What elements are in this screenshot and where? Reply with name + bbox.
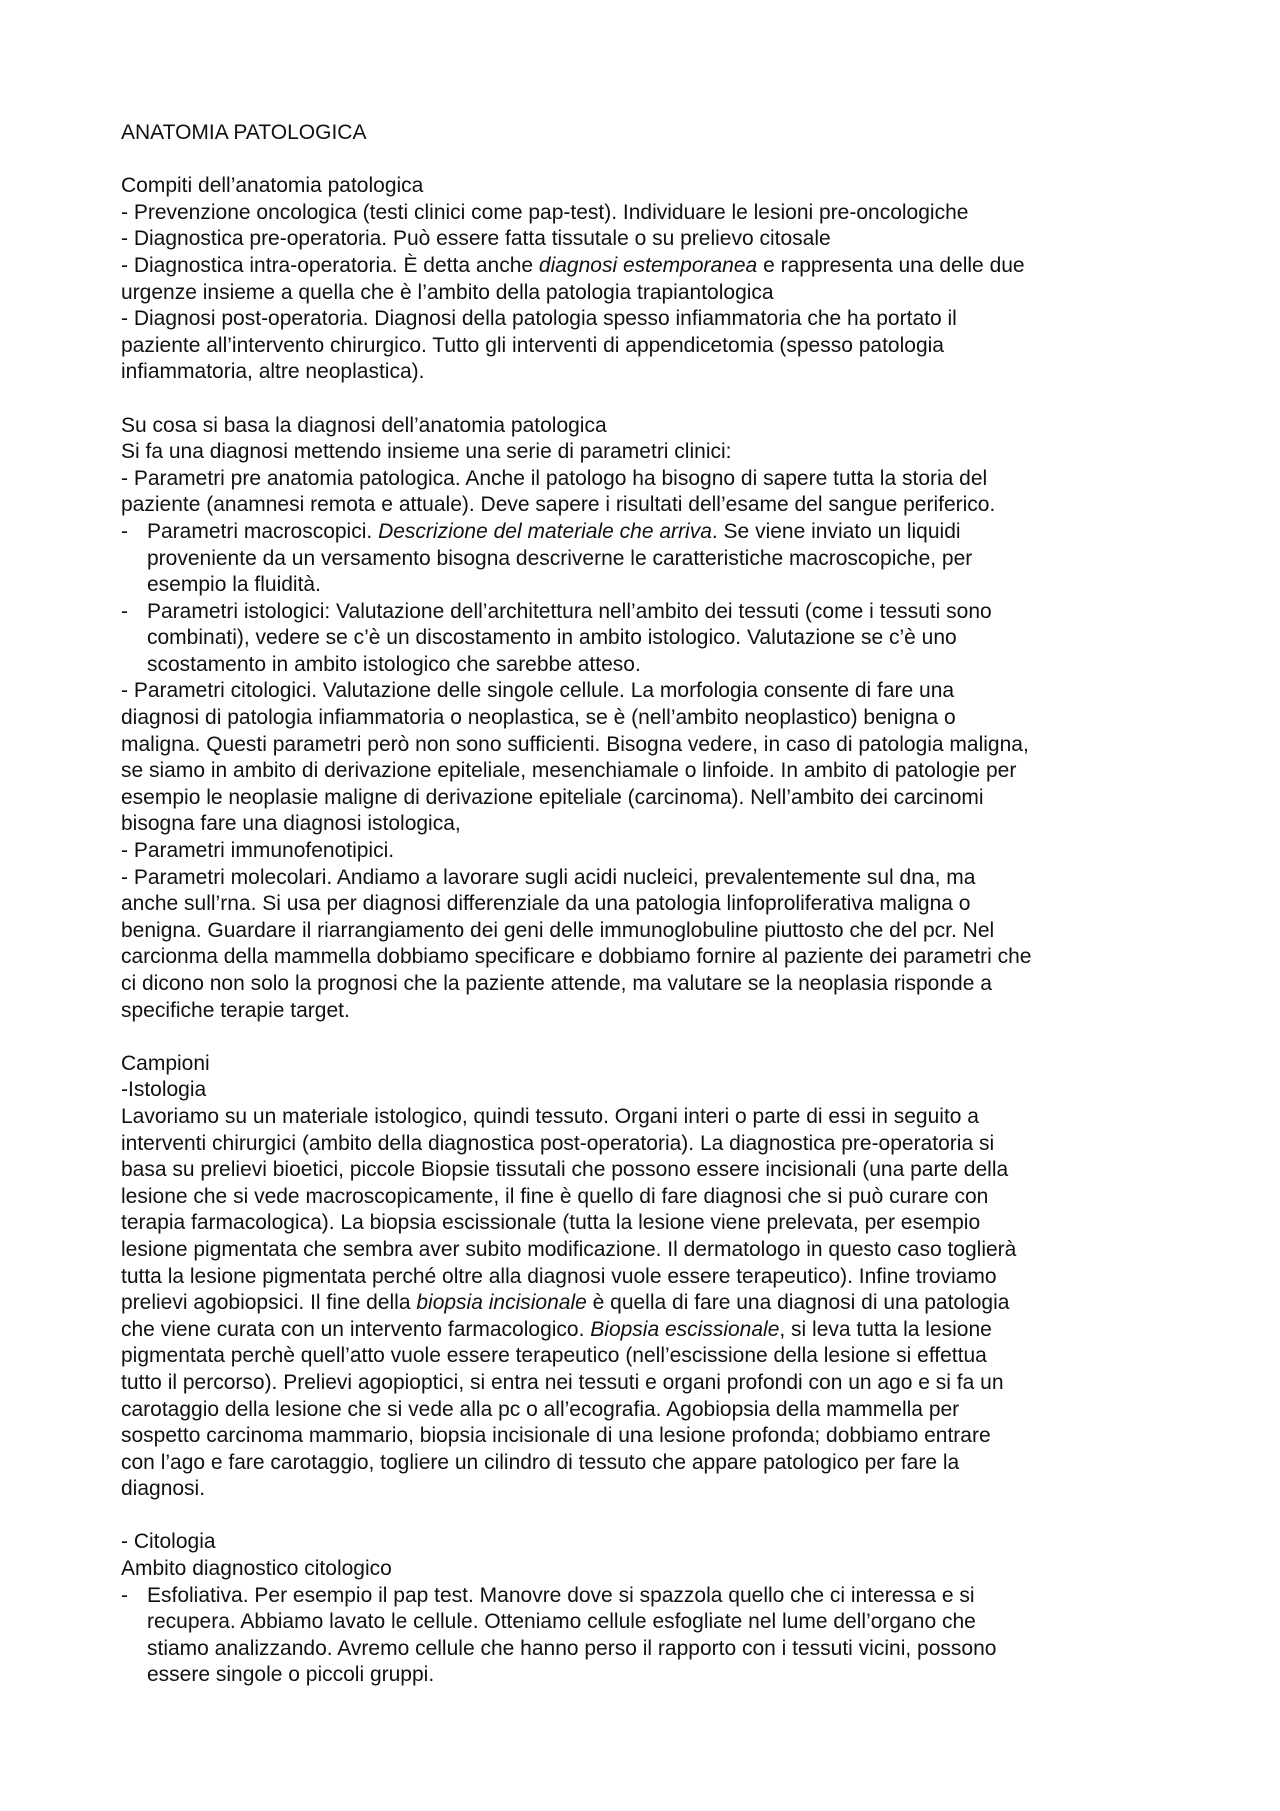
document-title: ANATOMIA PATOLOGICA — [121, 121, 367, 144]
text-line: Esfoliativa. Per esempio il pap test. Manovre dove si spazzola quello che ci interessa e si — [147, 1583, 975, 1607]
spacer — [121, 1503, 1181, 1530]
text-line: sospetto carcinoma mammario, biopsia incisionale di una lesione profonda; dobbiamo entrare — [121, 1424, 991, 1448]
text-line: esempio la fluidità. — [147, 573, 321, 597]
text-line — [121, 1290, 1181, 1317]
text-line — [121, 253, 1181, 280]
text-line: urgenze insieme a quella che è l’ambito della patologia trapiantologica — [121, 280, 774, 304]
list-dash: - — [121, 519, 128, 543]
text-line: paziente (anamnesi remota e attuale). Deve sapere i risultati dell’esame del sangue periferico. — [121, 493, 996, 517]
section-heading-campioni: Campioni — [121, 1051, 210, 1075]
text-line: diagnosi. — [121, 1477, 206, 1501]
text-run: è quella di fare una diagnosi di una patologia — [586, 1291, 1010, 1315]
list-item-body — [147, 599, 1181, 679]
text-line: interventi chirurgici (ambito della diagnostica post-operatoria). La diagnostica pre-operatoria si — [121, 1131, 995, 1155]
text-line: benigna. Guardare il riarrangiamento dei geni delle immunoglobuline piuttosto che del pcr. Nel — [121, 918, 995, 942]
text-line: - Diagnostica pre-operatoria. Può essere fatta tissutale o su prelievo citosale — [121, 227, 831, 251]
text-line: tutta la lesione pigmentata perché oltre alla diagnosi vuole essere terapeutico). Infine troviamo — [121, 1264, 997, 1288]
section-heading-compiti: Compiti dell’anatomia patologica — [121, 174, 424, 198]
spacer — [121, 147, 1181, 174]
text-line: recupera. Abbiamo lavato le cellule. Otteniamo cellule esfogliate nel lume dell’organo che — [147, 1610, 976, 1634]
text-line — [147, 519, 1181, 546]
text-line: anche sull’rna. Si usa per diagnosi differenziale da una patologia linfoproliferativa maligna o — [121, 892, 971, 916]
text-run: . Se viene inviato un liquidi — [711, 519, 961, 543]
list-item — [121, 599, 1181, 679]
text-line: ci dicono non solo la prognosi che la paziente attende, ma valutare se la neoplasia risponde a — [121, 972, 992, 995]
text-line: basa su prelievi bioetici, piccole Biopsie tissutali che possono essere incisionali (una parte della — [121, 1158, 1009, 1182]
text-run: - Diagnostica intra-operatoria. È detta anche — [121, 253, 539, 277]
text-line: terapia farmacologica). La biopsia escissionale (tutta la lesione viene prelevata, per esempio — [121, 1211, 981, 1235]
text-line: proveniente da un versamento bisogna descriverne le caratteristiche macroscopiche, per — [147, 546, 973, 570]
text-line: bisogna fare una diagnosi istologica, — [121, 812, 461, 836]
text-line: con l’ago e fare carotaggio, togliere un cilindro di tessuto che appare patologico per fare la — [121, 1450, 960, 1474]
list-dash: - — [121, 1583, 128, 1607]
text-line: esempio le neoplasie maligne di derivazione epiteliale (carcinoma). Nell’ambito dei carcinomi — [121, 785, 984, 809]
subsection-heading-istologia: -Istologia — [121, 1078, 207, 1102]
text-line: Lavoriamo su un materiale istologico, quindi tessuto. Organi interi o parte di essi in seguito a — [121, 1104, 979, 1128]
italic-term: Descrizione del materiale che arriva — [378, 519, 712, 543]
text-line: lesione pigmentata che sembra aver subito modificazione. Il dermatologo in questo caso toglierà — [121, 1237, 1017, 1261]
text-run: , si leva tutta la lesione — [779, 1317, 992, 1341]
text-line: infiammatoria, altre neoplastica). — [121, 360, 425, 384]
text-line: tutto il percorso). Prelievi agopioptici, si entra nei tessuti e organi profondi con un ago e si fa un — [121, 1370, 1004, 1394]
section-heading-citologia: - Citologia — [121, 1530, 216, 1554]
text-line: specifiche terapie target. — [121, 998, 350, 1022]
text-line: lesione che si vede macroscopicamente, il fine è quello di fare diagnosi che si può curare con — [121, 1184, 989, 1208]
text-line: diagnosi di patologia infiammatoria o neoplastica, se è (nell’ambito neoplastico) benigna o — [121, 706, 956, 730]
text-line: - Parametri molecolari. Andiamo a lavorare sugli acidi nucleici, prevalentemente sul dna, ma — [121, 865, 976, 889]
italic-term: Biopsia escissionale — [590, 1317, 780, 1341]
document-page — [121, 120, 1181, 1689]
list-dash: - — [121, 599, 128, 623]
text-line: carcionma della mammella dobbiamo specificare e dobbiamo fornire al paziente dei parametri che — [121, 945, 1032, 969]
subsection-heading-citologico: Ambito diagnostico citologico — [121, 1557, 392, 1581]
section-heading-diagnosi: Su cosa si basa la diagnosi dell’anatomia patologica — [121, 413, 607, 437]
list-item — [121, 1583, 1181, 1689]
list-item-body — [147, 1583, 1181, 1689]
text-line: paziente all’intervento chirurgico. Tutto gli interventi di appendicetomia (spesso patologia — [121, 333, 944, 357]
list-item — [121, 519, 1181, 599]
spacer — [121, 1024, 1181, 1051]
spacer — [121, 386, 1181, 413]
text-line: - Diagnosi post-operatoria. Diagnosi della patologia spesso infiammatoria che ha portato il — [121, 307, 957, 331]
text-run: e rappresenta una delle due — [757, 253, 1025, 277]
italic-term: diagnosi estemporanea — [538, 253, 758, 277]
text-line: - Parametri citologici. Valutazione delle singole cellule. La morfologia consente di fare una — [121, 679, 955, 703]
text-run: Parametri macroscopici. — [147, 519, 379, 543]
italic-term: biopsia incisionale — [416, 1291, 587, 1315]
text-line: carotaggio della lesione che si vede alla pc o all’ecografia. Agobiopsia della mammella per — [121, 1397, 960, 1421]
text-line: stiamo analizzando. Avremo cellule che hanno perso il rapporto con i tessuti vicini, possono — [147, 1636, 997, 1660]
text-line: maligna. Questi parametri però non sono sufficienti. Bisogna vedere, in caso di patologia maligna, — [121, 732, 1029, 756]
list-item-body — [147, 519, 1181, 599]
text-line: - Parametri pre anatomia patologica. Anche il patologo ha bisogno di sapere tutta la storia del — [121, 466, 988, 490]
text-line: Parametri istologici: Valutazione dell’architettura nell’ambito dei tessuti (come i tessuti sono — [147, 599, 992, 623]
text-line: essere singole o piccoli gruppi. — [147, 1663, 435, 1687]
text-run: prelievi agobiopsici. Il fine della — [121, 1291, 417, 1315]
text-run: che viene curata con un intervento farmacologico. — [121, 1317, 591, 1341]
text-line: combinati), vedere se c’è un discostamento in ambito istologico. Valutazione se c’è uno — [147, 626, 957, 650]
text-line: - Prevenzione oncologica (testi clinici come pap-test). Individuare le lesioni pre-oncologiche — [121, 200, 969, 224]
text-line: pigmentata perchè quell’atto vuole essere terapeutico (nell’escissione della lesione si effettua — [121, 1344, 987, 1368]
text-line: Si fa una diagnosi mettendo insieme una serie di parametri clinici: — [121, 440, 732, 464]
text-line: se siamo in ambito di derivazione epiteliale, mesenchiamale o linfoide. In ambito di patologie per — [121, 759, 1017, 783]
text-line — [121, 1317, 1181, 1344]
text-line: - Parametri immunofenotipici. — [121, 839, 395, 863]
text-line: scostamento in ambito istologico che sarebbe atteso. — [147, 652, 641, 676]
